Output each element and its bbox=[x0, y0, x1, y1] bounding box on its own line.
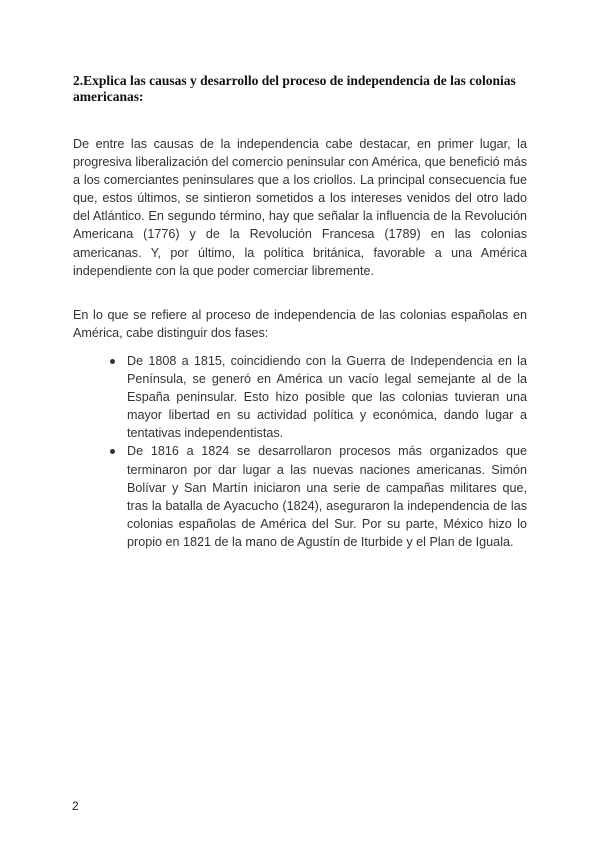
bullet-icon bbox=[110, 449, 115, 454]
list-item bbox=[108, 442, 527, 551]
paragraph-causes: De entre las causas de la independencia cabe destacar, en primer lugar, la progresiva liberalización del comercio peninsular con América, que benefició más a los comerciantes peninsulares que a los criollos. La principal consecuencia fue que, estos últimos, se sintieron sometidos a los intereses venidos del otro lado del Atlántico. En segundo término, hay que señalar la influencia de la Revolución Americana (1776) y de la Revolución Francesa (1789) en las colonias americanas. Y, por último, la política británica, favorable a una América independiente con la que poder comerciar libremente. bbox=[73, 137, 527, 278]
list-item bbox=[108, 352, 527, 442]
phases-list bbox=[108, 352, 527, 551]
paragraph-process-intro: En lo que se refiere al proceso de independencia de las colonias españolas en América, cabe distinguir dos fases: bbox=[73, 308, 527, 341]
bullet-icon bbox=[110, 359, 115, 364]
list-item-text: De 1808 a 1815, coincidiendo con la Guerra de Independencia en la Península, se generó en América un vacío legal semejante al de la España peninsular. Esto hizo posible que las colonias tuvieran una mayor libertad en su actividad política y económica, dando lugar a tentativas independentistas. bbox=[127, 354, 527, 441]
page-number: 2 bbox=[72, 799, 79, 813]
question-heading: 2.Explica las causas y desarrollo del proceso de independencia de las colonias americanas: bbox=[73, 73, 516, 104]
list-item-text: De 1816 a 1824 se desarrollaron procesos más organizados que terminaron por dar lugar a las nuevas naciones americanas. Simón Bolívar y San Martín iniciaron una serie de campañas militares que, tras la batalla de Ayacucho (1824), aseguraron la independencia de las colonias españolas de América del Sur. Por su parte, México hizo lo propio en 1821 de la mano de Agustín de Iturbide y el Plan de Iguala. bbox=[127, 444, 527, 549]
